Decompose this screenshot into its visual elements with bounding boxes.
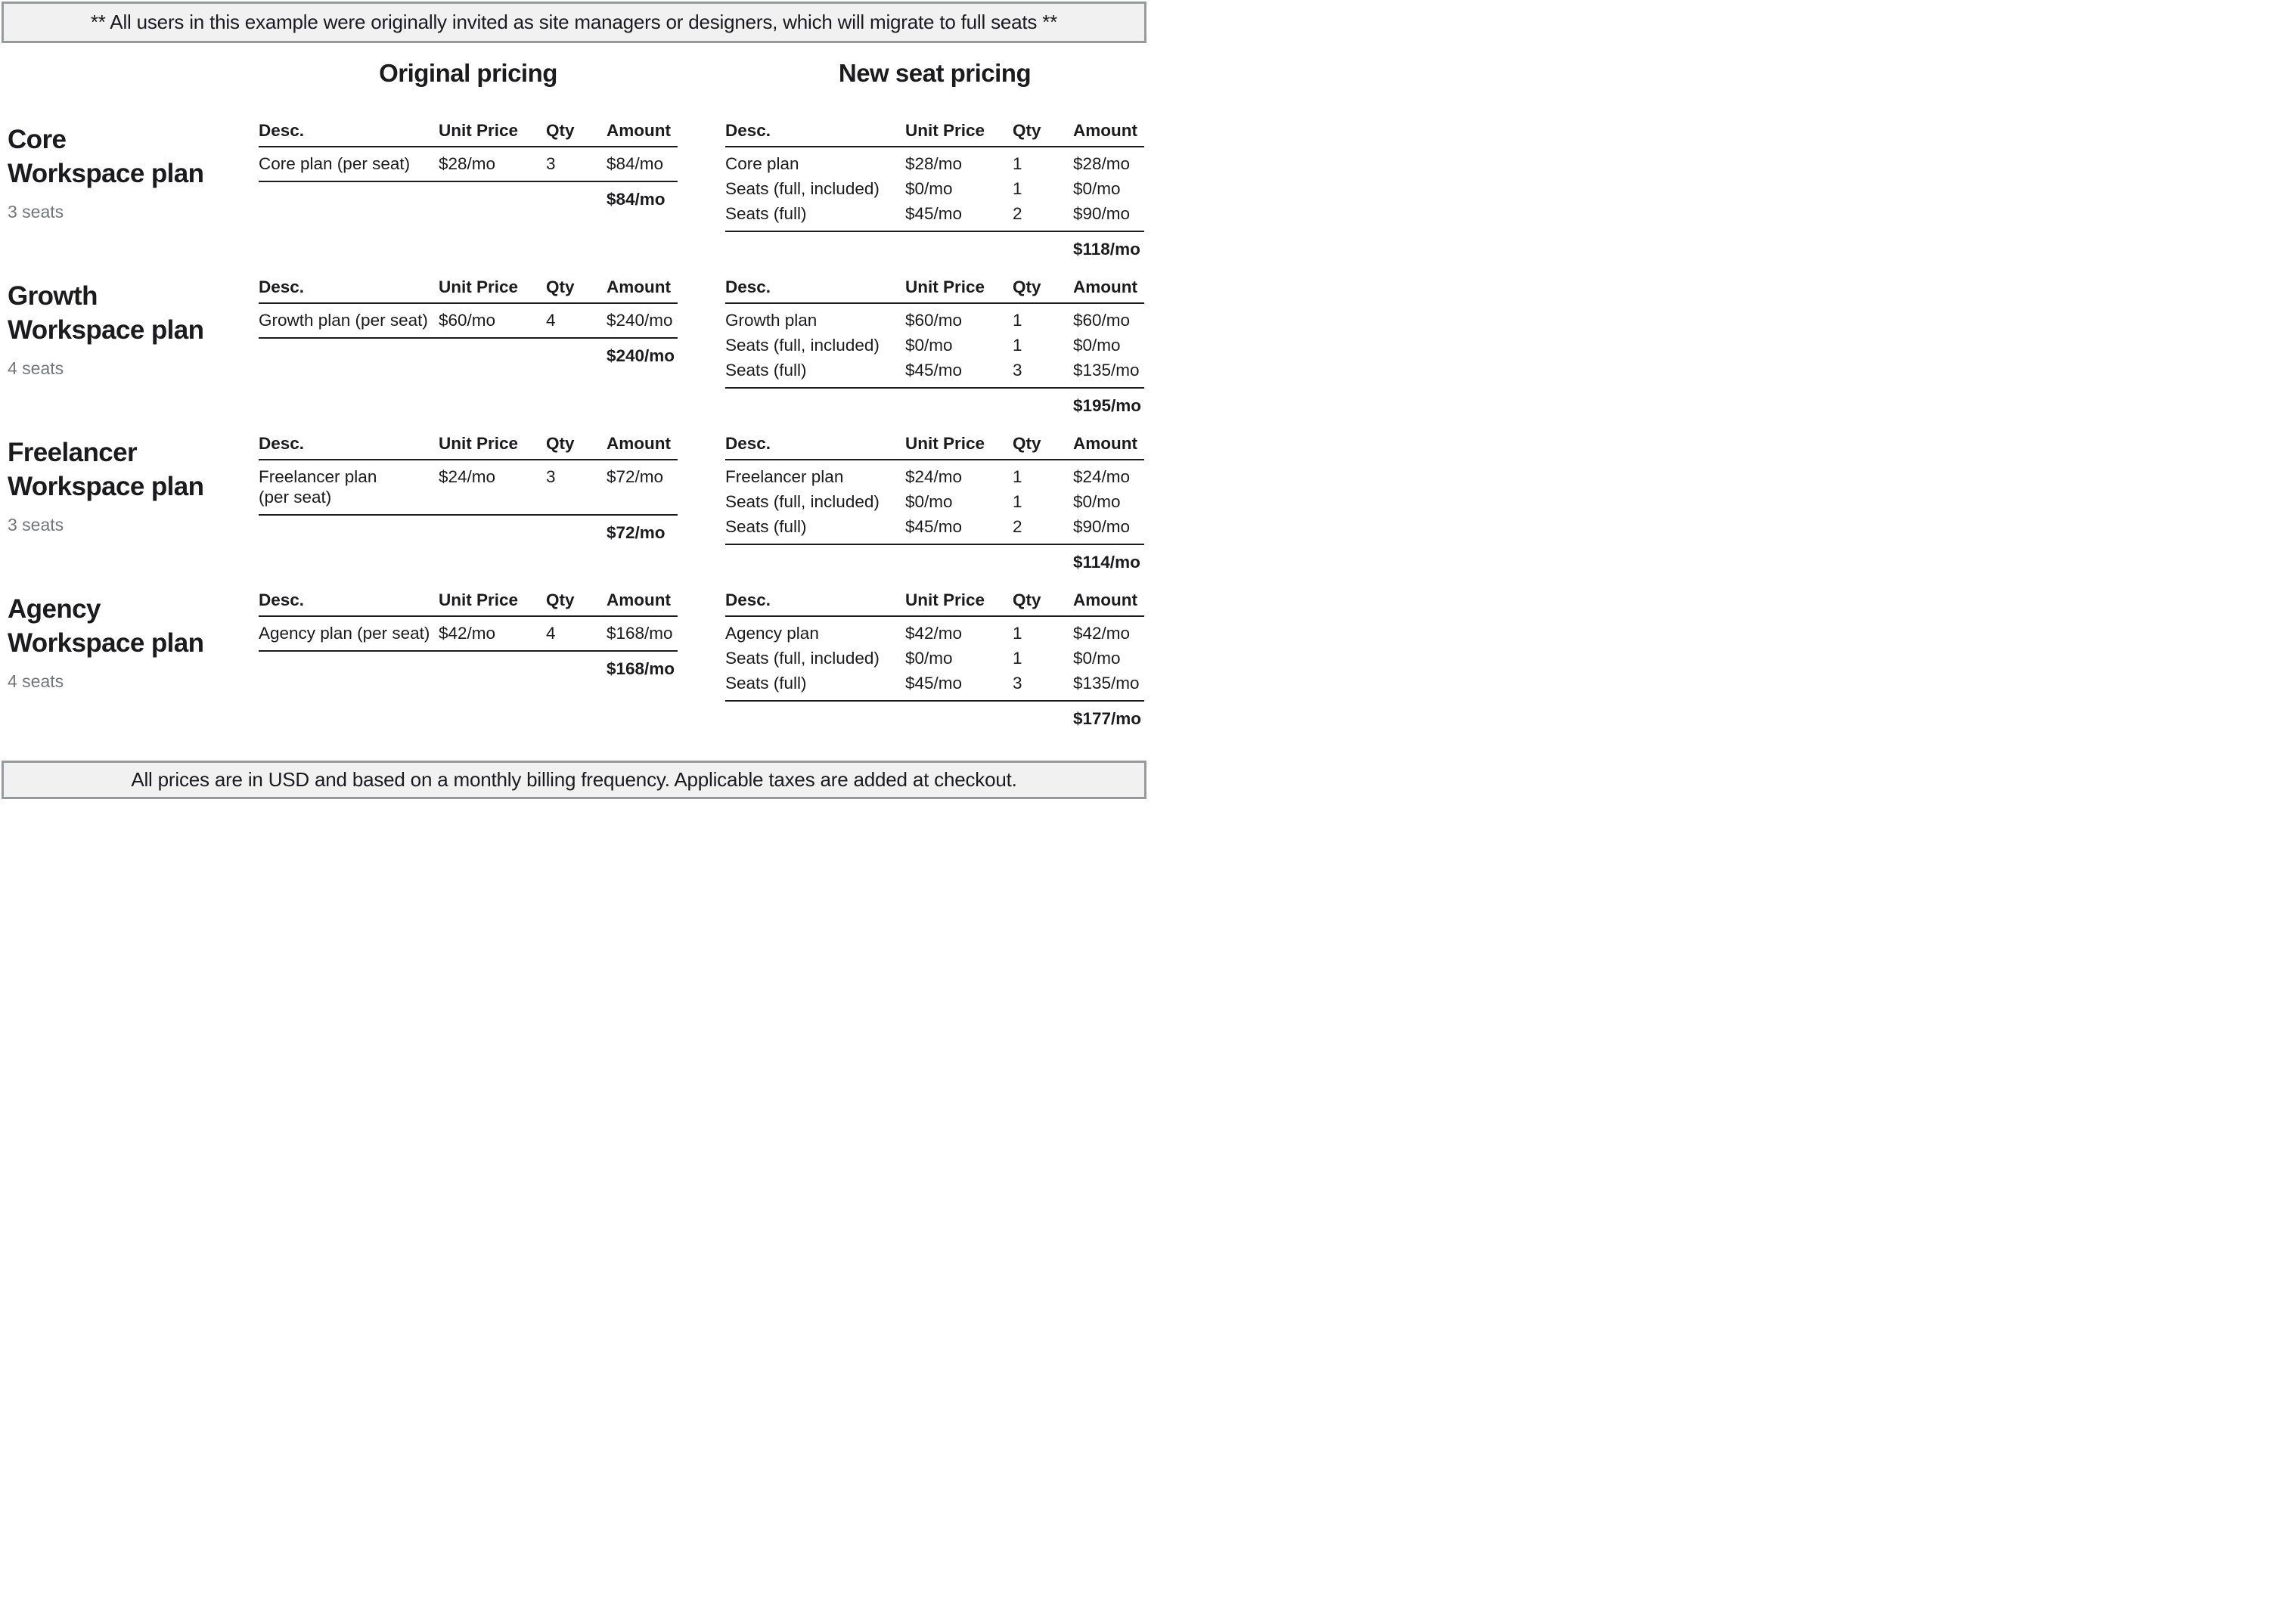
table-row [725,151,1144,176]
table-row [725,333,1144,358]
plan-title-line1: Core [8,125,67,154]
cell-unit-price: $0/mo [905,336,953,355]
table-row [259,308,678,333]
table-total-row [725,708,1144,729]
cell-desc-line1: Growth plan (per seat) [259,311,428,330]
table-header-amount: Amount [607,590,671,609]
cell-qty: 3 [1013,674,1022,693]
plan-title-line2: Workspace plan [8,315,204,345]
cell-amount: $24/mo [1073,467,1131,486]
cell-desc-line1: Core plan (per seat) [259,154,411,173]
table-total-row [725,395,1144,416]
table-total: $195/mo [1073,396,1142,415]
table-row [259,464,678,510]
cell-amount: $60/mo [1073,311,1131,330]
cell-desc: Seats (full, included) [725,649,880,668]
plan-title-line1: Freelancer [8,438,138,467]
table-body [259,147,678,182]
table-header-unit-price: Unit Price [439,277,519,296]
table-header-row [259,121,678,147]
plan-label [8,434,259,535]
table-header-qty: Qty [546,121,575,140]
original-pricing-table [259,121,678,209]
plan-title-line2: Workspace plan [8,159,204,188]
plan-seats-label: 4 seats [8,358,64,378]
table-header-qty: Qty [1013,434,1041,453]
plan-title [8,277,259,347]
table-header-amount: Amount [1073,277,1137,296]
table-header-amount: Amount [1073,121,1137,140]
original-pricing-table [259,277,678,366]
cell-amount: $135/mo [1073,361,1140,380]
cell-unit-price: $45/mo [905,204,963,223]
cell-amount: $240/mo [607,311,673,330]
table-total: $84/mo [607,190,666,209]
table-body [725,617,1144,702]
table-row [259,151,678,176]
plan-label [8,121,259,222]
new-pricing-table [725,590,1144,729]
table-header-row [725,121,1144,147]
cell-desc: Seats (full, included) [725,336,880,355]
cell-desc: Seats (full) [725,204,807,223]
cell-qty: 2 [1013,204,1022,223]
cell-unit-price: $28/mo [439,154,496,173]
table-header-amount: Amount [607,121,671,140]
cell-unit-price: $45/mo [905,674,963,693]
plan-title [8,590,259,660]
cell-amount: $90/mo [1073,204,1131,223]
table-row [725,646,1144,671]
cell-desc [259,623,439,643]
plan-title [8,121,259,191]
cell-desc: Seats (full) [725,361,807,380]
table-body [725,147,1144,232]
plan-seats-label: 3 seats [8,515,64,535]
plan-title-line2: Workspace plan [8,472,204,501]
table-header-amount: Amount [1073,434,1137,453]
footer-note [2,761,1146,799]
table-header-desc: Desc. [259,434,305,453]
table-total: $114/mo [1073,553,1140,572]
table-total: $168/mo [607,659,675,678]
column-header-new: New seat pricing [838,59,1032,87]
plan-label [8,590,259,692]
plan-section [0,121,1148,259]
cell-unit-price: $60/mo [905,311,963,330]
cell-amount: $90/mo [1073,517,1131,536]
cell-unit-price: $42/mo [439,624,496,643]
table-header-unit-price: Unit Price [905,121,985,140]
table-total: $72/mo [607,523,666,542]
column-header-original: Original pricing [379,59,557,87]
table-header-row [725,434,1144,460]
table-header-row [259,434,678,460]
table-row [259,621,678,646]
table-header-row [259,277,678,304]
cell-qty: 1 [1013,336,1022,355]
table-header-unit-price: Unit Price [439,434,519,453]
table-header-qty: Qty [1013,277,1041,296]
table-row [725,671,1144,696]
cell-unit-price: $0/mo [905,649,953,668]
table-total-row [259,522,678,543]
cell-amount: $0/mo [1073,649,1121,668]
original-pricing-table [259,590,678,679]
table-body [259,460,678,516]
table-total: $118/mo [1073,240,1140,259]
plan-title-line1: Agency [8,594,101,624]
cell-unit-price: $42/mo [905,624,963,643]
table-header-amount: Amount [607,277,671,296]
cell-amount: $28/mo [1073,154,1131,173]
table-total-row [259,659,678,679]
footer-note-text: All prices are in USD and based on a monthly billing frequency. Applicable taxes are added at checkout. [131,768,1017,791]
cell-unit-price: $0/mo [905,179,953,198]
cell-qty: 1 [1013,492,1022,511]
table-row [725,201,1144,226]
table-total-row [259,189,678,209]
cell-unit-price: $0/mo [905,492,953,511]
top-banner [2,2,1146,43]
cell-amount: $135/mo [1073,674,1140,693]
cell-unit-price: $60/mo [439,311,496,330]
cell-qty: 1 [1013,649,1022,668]
table-body [725,304,1144,389]
plan-section [0,590,1148,729]
original-pricing-table [259,434,678,543]
cell-qty: 1 [1013,154,1022,173]
table-header-amount: Amount [607,434,671,453]
cell-qty: 4 [546,624,556,643]
table-header-unit-price: Unit Price [905,277,985,296]
table-header-qty: Qty [546,277,575,296]
plan-title-line1: Growth [8,281,98,311]
table-total-row [259,346,678,366]
cell-desc-line1: Agency plan (per seat) [259,624,430,643]
cell-qty: 1 [1013,179,1022,198]
table-header-qty: Qty [546,590,575,609]
table-header-desc: Desc. [725,434,771,453]
cell-desc [259,310,439,330]
cell-desc: Freelancer plan [725,467,844,486]
cell-qty: 3 [546,154,556,173]
cell-unit-price: $24/mo [905,467,963,486]
table-header-qty: Qty [1013,590,1041,609]
table-header-qty: Qty [1013,121,1041,140]
cell-qty: 1 [1013,311,1022,330]
plan-title-line2: Workspace plan [8,628,204,658]
table-header-desc: Desc. [725,277,771,296]
cell-desc [259,466,439,507]
plan-section [0,434,1148,572]
table-header-desc: Desc. [259,121,305,140]
table-row [725,464,1144,489]
plan-label [8,277,259,379]
cell-desc-line1: Freelancer plan [259,467,377,486]
cell-amount: $0/mo [1073,179,1121,198]
table-row [725,358,1144,383]
cell-qty: 3 [1013,361,1022,380]
table-header-unit-price: Unit Price [439,590,519,609]
cell-unit-price: $45/mo [905,517,963,536]
cell-unit-price: $45/mo [905,361,963,380]
table-total-row [725,239,1144,259]
new-pricing-table [725,121,1144,259]
new-pricing-table [725,434,1144,572]
table-header-desc: Desc. [725,121,771,140]
table-body [725,460,1144,545]
table-row [725,308,1144,333]
cell-unit-price: $28/mo [905,154,963,173]
cell-amount: $0/mo [1073,336,1121,355]
table-row [725,621,1144,646]
table-body [259,617,678,652]
cell-desc [259,153,439,174]
cell-desc: Seats (full, included) [725,492,880,511]
table-header-amount: Amount [1073,590,1137,609]
table-header-desc: Desc. [259,590,305,609]
table-header-unit-price: Unit Price [905,590,985,609]
plan-title [8,434,259,504]
table-header-row [259,590,678,617]
table-header-desc: Desc. [259,277,305,296]
cell-qty: 1 [1013,467,1022,486]
plan-section [0,277,1148,416]
cell-desc-line2: (per seat) [259,488,332,507]
table-body [259,304,678,339]
table-header-unit-price: Unit Price [439,121,519,140]
cell-desc: Seats (full, included) [725,179,880,198]
table-header-row [725,590,1144,617]
table-header-qty: Qty [546,434,575,453]
table-row [725,514,1144,539]
cell-desc: Seats (full) [725,517,807,536]
table-header-unit-price: Unit Price [905,434,985,453]
table-row [725,176,1144,201]
table-row [725,489,1144,514]
cell-qty: 2 [1013,517,1022,536]
plan-seats-label: 4 seats [8,671,64,691]
cell-amount: $72/mo [607,467,664,486]
cell-desc: Core plan [725,154,799,173]
cell-amount: $168/mo [607,624,673,643]
cell-desc: Growth plan [725,311,818,330]
table-header-desc: Desc. [725,590,771,609]
table-total: $240/mo [607,346,675,365]
cell-desc: Seats (full) [725,674,807,693]
cell-amount: $0/mo [1073,492,1121,511]
cell-desc: Agency plan [725,624,819,643]
table-total-row [725,552,1144,572]
cell-amount: $42/mo [1073,624,1131,643]
top-banner-text: ** All users in this example were originally invited as site managers or designers, which will migrate to full seats ** [90,11,1058,33]
cell-unit-price: $24/mo [439,467,496,486]
new-pricing-table [725,277,1144,416]
column-headers-row [0,59,1148,87]
table-total: $177/mo [1073,709,1142,728]
cell-qty: 3 [546,467,556,486]
cell-qty: 4 [546,311,556,330]
cell-amount: $84/mo [607,154,664,173]
plan-seats-label: 3 seats [8,202,64,222]
table-header-row [725,277,1144,304]
cell-qty: 1 [1013,624,1022,643]
plans-container [0,121,1148,747]
